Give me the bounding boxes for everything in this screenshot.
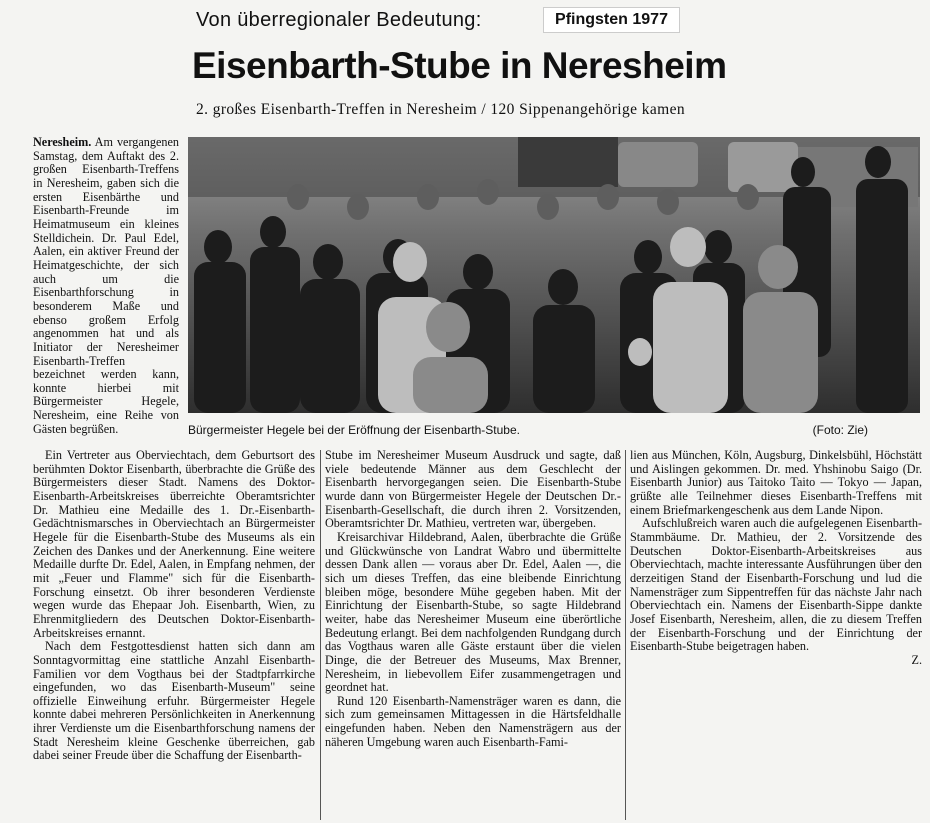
author-signature: Z. (911, 652, 922, 667)
article-column-2 (325, 449, 621, 749)
caption-text: Bürgermeister Hegele bei der Eröffnung der Eisenbarth-Stube. (188, 423, 520, 437)
photo-caption (188, 423, 920, 437)
article-paragraph: Nach dem Festgottesdienst hatten sich dann am Sonntagvormittag eine stattliche Anzahl Eisenbarth-Familien vor dem Vogthaus bei der Stadtpfarrkirche eingefunden, wo das Eisenbarth-Museum" seine offizielle Einweihung erfuhr. Bürgermeister Hegele konnte dabei mehreren Persönlichkeiten in Anerkennung ihrer Verdienste um die Eisenbarthforschung namens der Stadt Neresheim kleine Geschenke überreichen, gab dabei seiner Freude über die Schaffung der Eisenbarth- (33, 639, 315, 763)
article-column-intro (33, 136, 179, 436)
article-paragraph: Rund 120 Eisenbarth-Namensträger waren es dann, die sich zum gemeinsamen Mittagessen in die Härtsfeldhalle eingefunden haben. Neben den Namensträgern aus der näheren Umgebung waren auch Eisenbarth-Fami- (325, 693, 621, 749)
headline: Eisenbarth-Stube in Neresheim (192, 45, 727, 86)
column-divider (320, 450, 321, 820)
article-paragraph: Stube im Neresheimer Museum Ausdruck und sagte, daß viele bedeutende Männer aus dem Geschlecht der Eisenbarth hervorgegangen seien. Die Eisenbarth-Stube wurde dann von Bürgermeister Hegele der Deutschen Dr.-Eisenbarth-Gesellschaft, die durch ihren 2. Vorsitzenden, Oberamtsrichter Dr. Mathieu, vertreten war, übergeben. (325, 448, 621, 531)
kicker: Von überregionaler Bedeutung: (196, 9, 482, 31)
article-paragraph: Kreisarchivar Hildebrand, Aalen, überbrachte die Grüße und Glückwünsche von Landrat Wabro und übermittelte dessen Dank allen — voraus aber Dr. Edel, Aalen —, die sich um dieses Treffen, das eine bleibende Einrichtung bleiben möge, besondere Mühe gegeben haben. Mit der Einrichtung der Eisenbarth-Stube, so sagte Hildebrand weiter, habe das Neresheimer Museum eine überörtliche Bedeutung erlangt. Bei dem nachfolgenden Rundgang durch das Vogthaus waren alle Gäste erstaunt über die vielen Dinge, die der Betreuer des Museums, Max Brenner, Neresheim, in liebevollem Eifer zusammengetragen und geordnet hat. (325, 529, 621, 695)
article-column-3 (630, 449, 922, 668)
article-paragraph: Aufschlußreich waren auch die aufgelegenen Eisenbarth-Stammbäume. Dr. Mathieu, der 2. Vorsitzende des Deutschen Doktor-Eisenbarth-Arbeitskreises aus Oberviechtach, machte interessante Ausführungen über den derzeitigen Stand der Eisenbarth-Forschung und lud die Namensträger zum Sippentreffen für das nächste Jahr nach Oberviechtach ein. Namens der Eisenbarth-Sippe dankte Josef Eisenbarth, Neresheim, allen, die zu diesem Treffen der Eisenbarth-Forschung und der Einrichtung der Eisenbarth-Stube beigetragen haben. (630, 516, 922, 654)
photo-credit: (Foto: Zie) (812, 423, 868, 437)
article-paragraph: lien aus München, Köln, Augsburg, Dinkelsbühl, Höchstätt und Aislingen gekommen. Dr. med. Yhshinobu Saigo (Dr. Eisenbarth Junior) aus Taitoko Taito — Tokyo — Japan, grüßte alle Teilnehmer dieses Eisenbarth-Treffens mit einem Briefmarkengeschenk aus dem Lande Nipon. (630, 448, 922, 517)
event-photo (188, 137, 920, 413)
subheadline: 2. großes Eisenbarth-Treffen in Neresheim / 120 Sippenangehörige kamen (196, 101, 686, 118)
article-paragraph: Ein Vertreter aus Oberviechtach, dem Geburtsort des berühmten Doktor Eisenbarth, überbrachte die Grüße des Bürgermeisters dieser Stadt. Namens des Doktor-Eisenbarth-Arbeitskreises überreichte Oberamtsrichter Dr. Mathieu eine Medaille des 1. Dr.-Eisenbarth-Gedächtnismarsches in Oberviechtach an Bürgermeister Hegele für die Eisenbarth-Stube des Museums als ein Zeichen des Dankes und der Anerkennung. Eine weitere Medaille durfte Dr. Edel, Aalen, in Empfang nehmen, der mit „Feuer und Flamme" sich für die Eisenbarth-Forschung einsetzt. Ob ihrer besonderen Verdienste wegen wurde das Ehepaar Joh. Eisenbarth, Wien, zu Ehrenmitgliedern des Deutschen Doktor-Eisenbarth-Arbeitskreises ernannt. (33, 448, 315, 640)
date-label: Pfingsten 1977 (543, 7, 680, 33)
intro-paragraph: Neresheim. Am vergangenen Samstag, dem Auftakt des 2. großen Eisenbarth-Treffens in Neresheim, gaben sich die ersten Eisenbärthe und Eisenbarth-Freunde im Heimatmuseum ein kleines Stelldichein. Dr. Paul Edel, Aalen, ein aktiver Freund der Heimatgeschichte, der sich auch um die Eisenbarthforschung in besonderem Maße und ebenso großem Erfolg angenommen hat und als Initiator der Neresheimer Eisenbarth-Treffen bezeichnet werden kann, konnte hierbei mit Bürgermeister Hegele, Neresheim, eine Reihe von Gästen begrüßen. (33, 135, 179, 436)
dateline: Neresheim. (33, 135, 92, 149)
article-column-1 (33, 449, 315, 763)
column-divider (625, 450, 626, 820)
crowd-photo-image (188, 137, 920, 413)
